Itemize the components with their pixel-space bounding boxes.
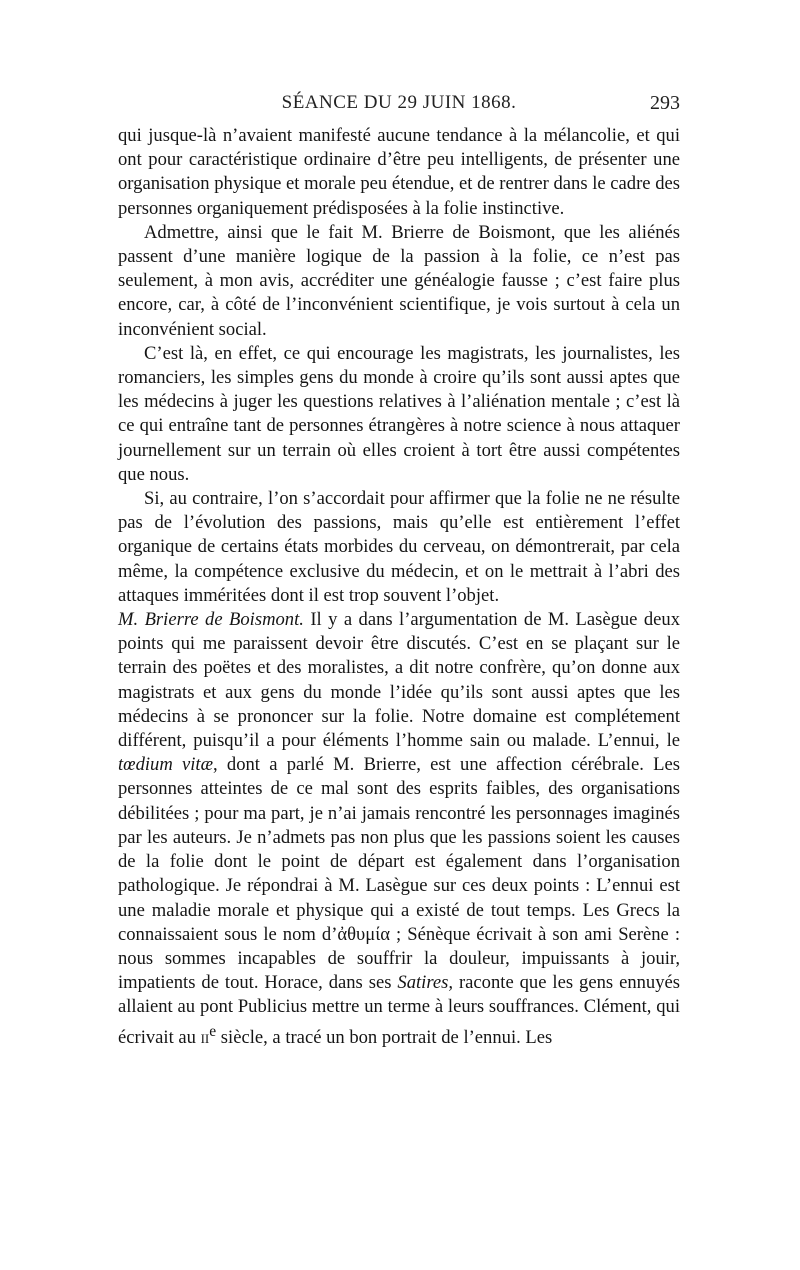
paragraph-5 <box>118 608 680 1050</box>
paragraph-5-text-a: Il y a dans l’argumentation de M. Lasègue deux points qui me paraissent devoir être discutés. C’est en se plaçant sur le terrain des poëtes et des moralistes, a dit notre confrère, qu’on donne aux magistrats et aux gens du monde l’idée qu’ils sont aussi aptes que les médecins à se prononcer sur la folie. Notre domaine est complétement différent, puisqu’il a pour éléments l’homme sain ou malade. L’ennui, le <box>118 609 680 752</box>
paragraph-5-text-c: raconte que les gens ennuyés allaient au pont Publicius mettre un terme à leurs souffrances. Clément, qui écrivait au <box>118 972 681 1048</box>
paragraph-1: qui jusque-là n’avaient manifesté aucune tendance à la mélancolie, et qui ont pour caractéristique ordinaire d’être peu intelligents, de présenter une organisation physique et morale peu étendue, et de rentrer dans le cadre des personnes organiquement prédisposées à la folie instinctive. <box>118 125 680 219</box>
body-text <box>118 124 680 1050</box>
paragraph-5-text-d: siècle, a tracé un bon portrait de l’ennui. Les <box>216 1026 553 1048</box>
work-title: Satires, <box>397 972 454 994</box>
paragraph-3: C’est là, en effet, ce qui encourage les magistrats, les journalistes, les romanciers, les simples gens du monde à croire qu’ils sont aussi aptes que les médecins à juger les questions relatives à l’aliénation mentale ; c’est là ce qui entraîne tant de personnes étrangères à notre science à nous attaquer journellement sur un terrain où elles croient à tort être aussi compétentes que nous. <box>118 342 680 485</box>
century-numeral: ii <box>200 1026 210 1048</box>
speaker-name: M. Brierre de Boismont. <box>118 609 304 631</box>
paragraph-4: Si, au contraire, l’on s’accordait pour affirmer que la folie ne ne résulte pas de l’évolution des passions, mais qu’elle est entièrement l’effet organique de certains états morbides du cerveau, on démontrerait, par cela même, la compétence exclusive du médecin, et on le mettrait à l’abri des attaques imméritées dont il est trop souvent l’objet. <box>118 488 680 606</box>
running-head <box>118 92 680 118</box>
paragraph-2: Admettre, ainsi que le fait M. Brierre de Boismont, que les aliénés passent d’une manière logique de la passion à la folie, ce n’est pas seulement, à mon avis, accréditer une généalogie fausse ; c’est faire plus encore, car, à côté de l’inconvénient scientifique, je vois surtout à cela un inconvénient social. <box>118 221 680 340</box>
century-superscript: e <box>209 1022 217 1040</box>
paragraph-5-text-b: , dont a parlé M. Brierre, est une affection cérébrale. Les personnes atteintes de ce mal sont des esprits faibles, des organisations débilitées ; pour ma part, je n’ai jamais rencontré les personnages imaginés par les auteurs. Je n’admets pas non plus que les passions soient les causes de la folie dont le point de départ est également dans l’organisation pathologique. Je répondrai à M. Lasègue sur ces deux points : L’ennui est une maladie morale et physique qui a existé de tout temps. Les Grecs la connaissaient sous le nom d’ἀθυμία ; Sénèque écrivait à son ami Serène : nous sommes incapables de souffrir la douleur, impuissants à jouir, impatients de tout. Horace, dans ses <box>118 754 680 994</box>
running-title: SÉANCE DU 29 JUIN 1868. <box>281 92 517 113</box>
latin-term: tœdium vitæ <box>118 754 213 776</box>
page-number: 293 <box>650 92 680 114</box>
